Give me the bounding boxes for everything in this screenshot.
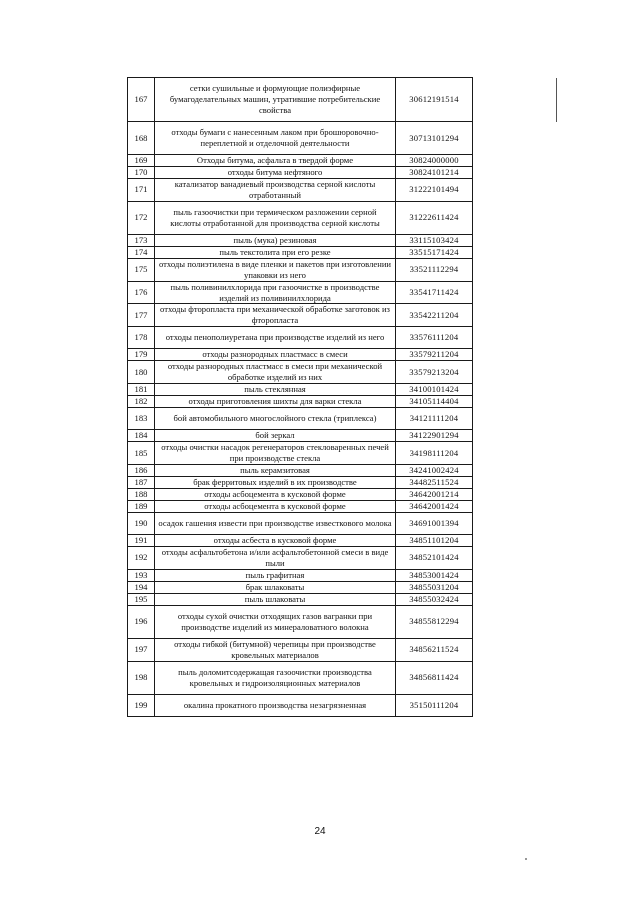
waste-name: отходы сухой очистки отходящих газов вагранки при производстве изделий из минераловатного волокна [155,605,396,638]
waste-name: отходы фторопласта при механической обработке заготовок из фторопласта [155,304,396,327]
waste-code: 34856811424 [396,661,473,694]
page-number: 24 [314,826,326,837]
waste-code: 31222611424 [396,201,473,234]
waste-code: 34198111204 [396,442,473,465]
waste-name: окалина прокатного производства незагрязненная [155,694,396,716]
row-number: 181 [128,384,155,396]
row-number: 190 [128,512,155,534]
waste-code: 30713101294 [396,122,473,155]
row-number: 197 [128,638,155,661]
waste-code: 34855031204 [396,581,473,593]
row-number: 167 [128,78,155,122]
table-row [128,546,473,569]
waste-code: 34853001424 [396,569,473,581]
table-row [128,442,473,465]
table-row [128,384,473,396]
table-row [128,281,473,304]
row-number: 182 [128,396,155,408]
row-number: 169 [128,155,155,167]
table-row [128,430,473,442]
row-number: 184 [128,430,155,442]
row-number: 173 [128,234,155,246]
waste-code: 33542211204 [396,304,473,327]
row-number: 194 [128,581,155,593]
waste-name: пыль графитная [155,569,396,581]
waste-name: отходы приготовления шихты для варки стекла [155,396,396,408]
waste-name: катализатор ванадиевый производства серной кислоты отработанный [155,179,396,202]
table-row [128,694,473,716]
row-number: 189 [128,500,155,512]
table-row [128,327,473,349]
waste-name: пыль доломитсодержащая газоочистки производства кровельных и гидроизоляционных материалов [155,661,396,694]
waste-code: 34241002424 [396,464,473,476]
waste-name: пыль газоочистки при термическом разложении серной кислоты отработанной для производства серной кислоты [155,201,396,234]
waste-code: 34105114404 [396,396,473,408]
table-row [128,396,473,408]
waste-code: 33521112294 [396,258,473,281]
table-row [128,349,473,361]
waste-name: отходы разнородных пластмасс в смеси [155,349,396,361]
waste-name: пыль стеклянная [155,384,396,396]
table-row [128,512,473,534]
row-number: 179 [128,349,155,361]
waste-code: 35150111204 [396,694,473,716]
waste-name: пыль керамзитовая [155,464,396,476]
waste-code: 33115103424 [396,234,473,246]
row-number: 175 [128,258,155,281]
waste-name: осадок гашения извести при производстве известкового молока [155,512,396,534]
waste-name: отходы разнородных пластмасс в смеси при механической обработке изделий из них [155,361,396,384]
waste-name: бой зеркал [155,430,396,442]
row-number: 193 [128,569,155,581]
table-row [128,605,473,638]
row-number: 186 [128,464,155,476]
waste-name: пыль поливинилхлорида при газоочистке в производстве изделий из поливинилхлорида [155,281,396,304]
row-number: 198 [128,661,155,694]
waste-name: отходы гибкой (битумной) черепицы при производстве кровельных материалов [155,638,396,661]
table-row [128,500,473,512]
table-row [128,201,473,234]
row-number: 191 [128,534,155,546]
waste-code: 34122901294 [396,430,473,442]
waste-code: 34856211524 [396,638,473,661]
waste-code: 33579213204 [396,361,473,384]
row-number: 187 [128,476,155,488]
table-row [128,122,473,155]
table-row [128,488,473,500]
waste-name: пыль текстолита при его резке [155,246,396,258]
row-number: 196 [128,605,155,638]
waste-code: 34691001394 [396,512,473,534]
waste-name: отходы пенополиуретана при производстве изделий из него [155,327,396,349]
waste-name: пыль (мука) резиновая [155,234,396,246]
waste-code: 30824101214 [396,167,473,179]
row-number: 168 [128,122,155,155]
waste-code: 34642001214 [396,488,473,500]
waste-name: отходы очистки насадок регенераторов стекловаренных печей при производстве стекла [155,442,396,465]
row-number: 180 [128,361,155,384]
row-number: 183 [128,408,155,430]
row-number: 188 [128,488,155,500]
waste-classification-table [127,77,473,717]
row-number: 171 [128,179,155,202]
table-row [128,569,473,581]
row-number: 192 [128,546,155,569]
table-row [128,638,473,661]
waste-code: 31222101494 [396,179,473,202]
waste-name: отходы асбоцемента в кусковой форме [155,488,396,500]
waste-code: 34852101424 [396,546,473,569]
row-number: 178 [128,327,155,349]
waste-code: 30612191514 [396,78,473,122]
waste-code: 30824000000 [396,155,473,167]
table-row [128,408,473,430]
waste-code: 34100101424 [396,384,473,396]
waste-code: 34121111204 [396,408,473,430]
waste-name: отходы асбоцемента в кусковой форме [155,500,396,512]
table-row [128,464,473,476]
waste-code: 34851101204 [396,534,473,546]
table-row [128,258,473,281]
table-row [128,155,473,167]
margin-rule [556,78,557,122]
table-row [128,581,473,593]
waste-code: 34642001424 [396,500,473,512]
row-number: 172 [128,201,155,234]
waste-name: пыль шлаковаты [155,593,396,605]
waste-name: брак ферритовых изделий в их производстве [155,476,396,488]
table-row [128,78,473,122]
waste-name: отходы битума нефтяного [155,167,396,179]
waste-name: бой автомобильного многослойного стекла (триплекса) [155,408,396,430]
waste-name: отходы асбеста в кусковой форме [155,534,396,546]
waste-name: сетки сушильные и формующие полиэфирные бумагоделательных машин, утратившие потребительские свойства [155,78,396,122]
waste-code: 33515171424 [396,246,473,258]
waste-code: 33579211204 [396,349,473,361]
row-number: 174 [128,246,155,258]
row-number: 185 [128,442,155,465]
table-body [128,78,473,717]
waste-name: брак шлаковаты [155,581,396,593]
table-row [128,476,473,488]
table-row [128,167,473,179]
table-row [128,534,473,546]
scan-speck [525,858,527,860]
table-row [128,661,473,694]
table-row [128,179,473,202]
row-number: 177 [128,304,155,327]
waste-name: отходы асфальтобетона и/или асфальтобетонной смеси в виде пыли [155,546,396,569]
waste-code: 34855032424 [396,593,473,605]
row-number: 199 [128,694,155,716]
row-number: 176 [128,281,155,304]
table-row [128,234,473,246]
row-number: 195 [128,593,155,605]
waste-name: отходы полиэтилена в виде пленки и пакетов при изготовлении упаковки из него [155,258,396,281]
waste-code: 34482511524 [396,476,473,488]
table-row [128,593,473,605]
row-number: 170 [128,167,155,179]
table-row [128,361,473,384]
waste-code: 33576111204 [396,327,473,349]
waste-code: 33541711424 [396,281,473,304]
waste-name: отходы бумаги с нанесенным лаком при брошюровочно-переплетной и отделочной деятельности [155,122,396,155]
waste-name: Отходы битума, асфальта в твердой форме [155,155,396,167]
waste-code: 34855812294 [396,605,473,638]
table-row [128,304,473,327]
table-row [128,246,473,258]
